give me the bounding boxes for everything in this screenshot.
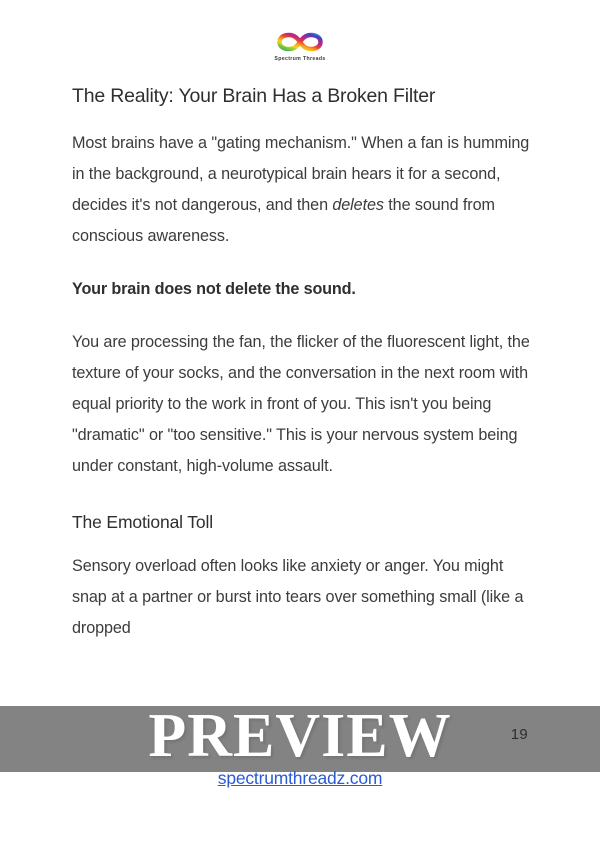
italic-deletes: deletes bbox=[332, 196, 384, 215]
site-link[interactable]: spectrumthreadz.com bbox=[217, 768, 383, 788]
emphasis-your-brain-does-not-delete: Your brain does not delete the sound. bbox=[72, 280, 356, 299]
paragraph-sensory-overload: Sensory overload often looks like anxiety or anger. You might snap at a partner or burst into tears over something small (like a dropped bbox=[72, 557, 524, 638]
paragraph-gating-mechanism bbox=[72, 128, 530, 252]
paragraph-gating-part-1: Most brains have a "gating mechanism." When a fan is humming in the background, a neurotypical brain hears it for a second, decides it's not dangerous, and then bbox=[72, 134, 530, 215]
heading-reality-broken-filter: The Reality: Your Brain Has a Broken Filter bbox=[72, 85, 436, 107]
brand-name: Spectrum Threads bbox=[274, 56, 326, 62]
heading-emotional-toll: The Emotional Toll bbox=[72, 512, 213, 533]
paragraph-processing-everything: You are processing the fan, the flicker of the fluorescent light, the texture of your socks, and the conversation in the next room with equal priority to the work in front of you. This isn't you being "dramatic" or "too sensitive." This is your nervous system being under constant, high-volume assault. bbox=[72, 333, 530, 476]
article-body bbox=[72, 84, 530, 666]
infinity-rainbow-icon bbox=[277, 30, 323, 54]
page-number: 19 bbox=[510, 726, 528, 743]
paragraph-gating-part-2: the sound from conscious awareness. bbox=[72, 196, 495, 246]
brand-logo bbox=[0, 30, 600, 62]
preview-watermark: PREVIEW bbox=[148, 702, 452, 770]
